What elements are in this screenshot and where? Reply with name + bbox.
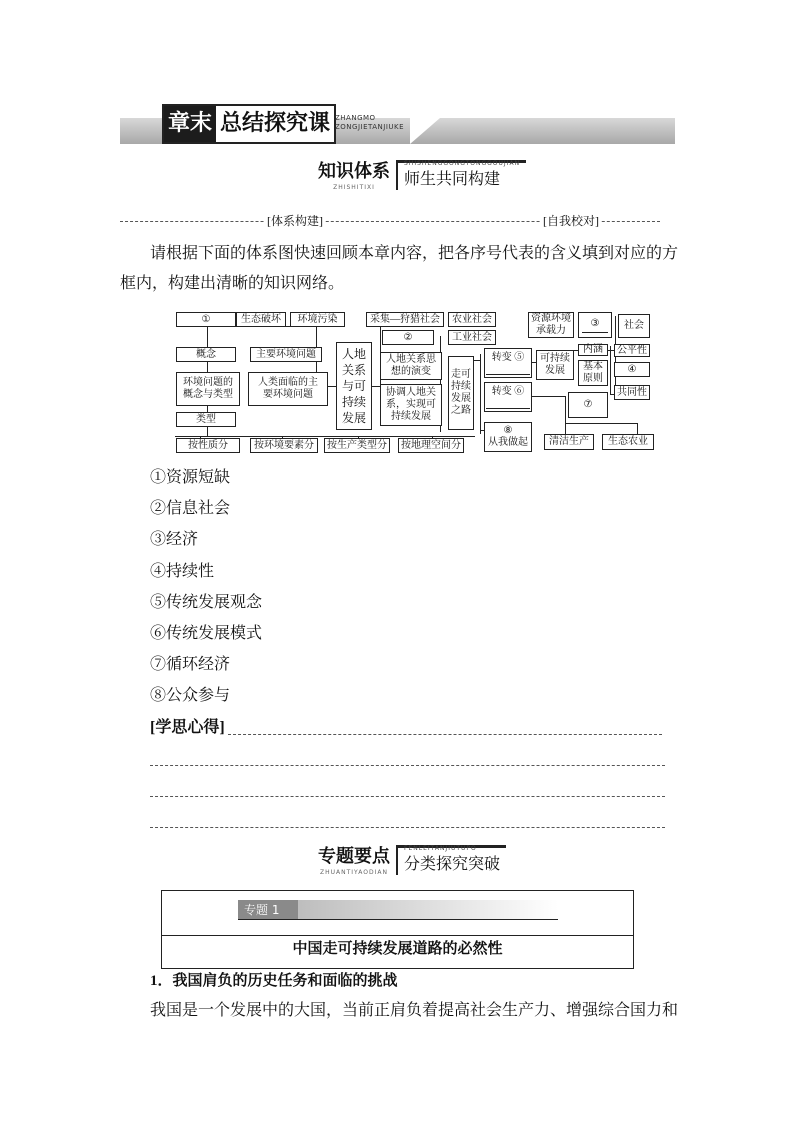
- answer-6: ⑥传统发展模式: [150, 625, 263, 642]
- box-by-geo: 按地理空间分: [398, 438, 464, 453]
- box-concept: 概念: [176, 347, 236, 362]
- box-2: ②: [382, 330, 434, 345]
- topic-gradient: [288, 900, 558, 920]
- box-7: ⑦: [568, 392, 608, 418]
- box-center: 人地 关系 与可 持续 发展: [336, 342, 372, 430]
- banner-wedge: [410, 118, 440, 144]
- box-by-env: 按环境要素分: [250, 438, 318, 453]
- notes-line-3[interactable]: [150, 796, 665, 797]
- box-env-concept: 环境问题的 概念与类型: [176, 372, 240, 406]
- box-change-6: 转变 ⑥: [484, 382, 532, 412]
- box-resource: 资源环境 承载力: [528, 312, 574, 338]
- box-common: 共同性: [614, 385, 650, 400]
- topic-separator: [162, 935, 633, 936]
- section-header-knowledge: [312, 160, 526, 192]
- body-paragraph-1: 我国是一个发展中的大国，当前正肩负着提高社会生产力、增强综合国力和: [150, 1002, 679, 1019]
- topic-box: [161, 890, 634, 969]
- box-agri: 农业社会: [448, 312, 496, 327]
- box-idea-change: 人地关系思 想的演变: [380, 352, 442, 380]
- intro-line-1: 请根据下面的体系图快速回顾本章内容，把各序号代表的含义填到对应的方: [150, 245, 679, 262]
- box-sustain: 可持续 发展: [536, 350, 574, 380]
- heading-1: 1．我国肩负的历史任务和面临的挑战: [150, 973, 398, 989]
- tag-system-build: [体系构建]: [267, 214, 323, 228]
- chapter-title-light: 总结探究课: [216, 106, 334, 142]
- notes-label: [学思心得]: [150, 719, 225, 736]
- box-env-pollution: 环境污染: [290, 312, 345, 327]
- box-eco-damage: 生态破坏: [236, 312, 286, 327]
- answer-2: ②信息社会: [150, 500, 231, 517]
- box-1: ①: [176, 312, 236, 327]
- tag-self-check: [自我校对]: [543, 214, 599, 228]
- topic-tab: 专题 1: [238, 900, 298, 920]
- notes-line-1[interactable]: [228, 734, 662, 735]
- box-principle: 基本 原则: [578, 360, 608, 386]
- box-society: 社会: [618, 314, 650, 338]
- chapter-title-dark: 章末: [164, 106, 216, 142]
- answer-1: ①资源短缺: [150, 469, 231, 486]
- answer-7: ⑦循环经济: [150, 656, 231, 673]
- box-connotation: 内涵: [578, 344, 608, 356]
- box-by-prod: 按生产类型分: [324, 438, 390, 453]
- chapter-banner: [120, 104, 675, 144]
- box-by-nature: 按性质分: [176, 438, 240, 453]
- answer-3: ③经济: [150, 531, 199, 548]
- topic-title: 中国走可持续发展道路的必然性: [292, 941, 503, 957]
- knowledge-diagram: [170, 310, 655, 455]
- section-header-right: SHISHENGGONGTONGGOUJIAN 师生共同构建: [396, 160, 526, 190]
- section-header-topics: [312, 845, 506, 877]
- box-coordinate: 协调人地关 系，实现可 持续发展: [380, 384, 442, 426]
- section-header-right: FENLEITANJIUTUPO 分类探究突破: [396, 845, 506, 875]
- answer-8: ⑧公众参与: [150, 687, 231, 704]
- box-human-face: 人类面临的主 要环境问题: [248, 372, 328, 406]
- box-type: 类型: [176, 412, 236, 427]
- box-eco-agri: 生态农业: [602, 434, 654, 450]
- box-3: ③: [578, 312, 612, 338]
- notes-line-4[interactable]: [150, 827, 665, 828]
- box-road: 走可 持续 发展 之路: [448, 356, 474, 430]
- box-industry: 工业社会: [448, 330, 496, 345]
- answer-5: ⑤传统发展观念: [150, 594, 263, 611]
- intro-line-2: 框内，构建出清晰的知识网络。: [120, 275, 345, 292]
- box-fair: 公平性: [614, 344, 650, 357]
- answer-4: ④持续性: [150, 563, 215, 580]
- section-header-left: 专题要点 ZHUANTIYAODIAN: [318, 846, 390, 876]
- box-main-env: 主要环境问题: [250, 347, 322, 362]
- box-clean: 清洁生产: [544, 434, 594, 450]
- section-header-left: 知识体系 ZHISHITIXI: [318, 161, 390, 191]
- box-hunting: 采集—狩猎社会: [366, 312, 444, 327]
- chapter-pinyin: ZHANGMO ZONGJIETANJIUKE: [335, 114, 405, 131]
- chapter-title: [162, 104, 336, 144]
- notes-line-2[interactable]: [150, 765, 665, 766]
- topic-rule: [238, 919, 558, 920]
- box-8: ⑧ 从我做起: [484, 422, 532, 452]
- box-4: ④: [614, 362, 650, 377]
- box-change-5: 转变 ⑤: [484, 348, 532, 378]
